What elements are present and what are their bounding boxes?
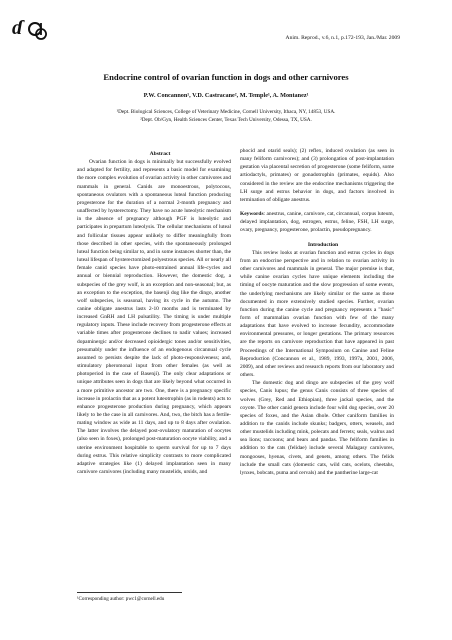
- affiliation-1: ¹Dept. Biological Sciences, College of Veterinary Medicine, Cornell University, Ithaca, NY, 14853, USA.: [116, 109, 336, 115]
- abstract-continuation: phocid and otarid seals); (2) reflex, induced ovulation (as seen in many feliform carnivores); and (3) prolongation of post-implantation gestation via placental secretion of progesterone (some feliform, some artiodactyls, primates) or gonadotrophin (primates, equids). Also considered in the review are the endocrine mechanisms triggering the LH surge and estrus behavior in dogs, and factors involved in termination of obligate anestrus.: [240, 148, 394, 203]
- keywords-label: Keywords: [240, 211, 264, 218]
- journal-logo: [11, 14, 53, 40]
- introduction-paragraph-2: The domestic dog and dingo are subspecies of the grey wolf species, Canis lupus; the genus Canis consists of three species of wolves (Grey, Red and Ethiopian), three jackal species, and the coyote. The other canid genera include four wild dog species, over 20 species of foxes, and the Asian dhole. Other caniform families in addition to the canids include skunks; badgers, otters, weasels, and other mustelids including mink, polecats and ferrets; seals, walrus and sea lions; raccoons; and bears and pandas. The feliform families in addition to the cats (felidae) include several Malagasy carnivores, mongooses, hyenas, civets, and genets, among others. The felids include the small cats (domestic cats, wild cats, ocelots, cheetahs, lynxes, bobcats, puma and cervals) and the pantherine large-cat: [240, 380, 394, 476]
- right-column: [240, 147, 394, 477]
- abstract-heading: Abstract: [149, 151, 171, 157]
- journal-reference: Anim. Reprod., v.6, n.1, p.172-193, Jan./Mar. 2009: [285, 35, 400, 41]
- footnote-divider: [77, 592, 182, 593]
- keywords: [240, 210, 394, 234]
- introduction-paragraph-1: This review looks at ovarian function and estrus cycles in dogs from an endocrine perspective and in relation to ovarian activity in other carnivores and mammals in general. The major premise is that, while canine ovarian cycles have unique elements including the timing of oocyte maturation and the slow progression of some events, the underlying mechanisms are likely similar or the same as those documented in more extensively studied species. Further, ovarian function during the canine cycle and pregnancy represents a "basic" form of mammalian ovarian function with few of the many adaptations that have evolved to increase fecundity, accommodate environmental pressures, or longer gestations. The primary resources are the reports on carnivore reproduction that have appeared in past Proceedings of the International Symposium on Canine and Feline Reproduction (Concannon et al., 1989, 1993, 1997a, 2001, 2006, 2009), and other reviews and research reports from our laboratory and others.: [240, 249, 394, 379]
- svg-text:ɗ: ɗ: [12, 17, 22, 39]
- keywords-text: : anestrus, canine, carnivore, cat, circannual, corpus luteum, delayed implantation, dog, estrogen, estrus, feline, FSH, LH surge, ovary, pregnancy, progesterone, prolactin, pseudopregnancy.: [240, 211, 394, 234]
- affiliation-2: ²Dept. Ob/Gyn, Health Sciences Center, Texas Tech University, Odessa, TX, USA.: [140, 117, 312, 123]
- corresponding-author-footnote: ¹Corresponding author: pwc1@cornell.edu: [77, 596, 165, 602]
- left-column: [77, 150, 231, 476]
- paper-title: Endocrine control of ovarian function in dogs and other carnivores: [103, 72, 349, 82]
- author-list: P.W. Concannon¹, V.D. Castracane², M. Temple¹, A. Montanez¹: [143, 92, 309, 99]
- introduction-heading: Introduction: [307, 241, 339, 248]
- abstract-text: Ovarian function in dogs is minimally but successfully evolved and adapted for fertility, and represents a basic model for examining the more complex evolution of ovarian activity in other carnivores and mammals in general. Canids are monoestrous, polytocous, spontaneous ovulators with a spontaneous luteal function producing progesterone for the duration of a normal 2-month pregnancy and unaffected by hysterectomy. They have no acute luteolytic mechanism in the absence of pregnancy although PGF is luteolytic and participates in prepartum luteolysis. The cellular mechanisms of luteal and follicular tissues appear unlikely to differ meaningfully from those described in other species, with the spontaneously prolonged luteal function being similar to, and in some instances shorter than, the luteal lifespan of hysterectomized polyestrous species. All or nearly all female canid species have photo-entrained annual life-cycles and annual or biennial reproduction. However, the domestic dog, a subspecies of the grey wolf, is an exception and non-seasonal; but, as an exception to the exception, the basenji dog like the dingo, another wolf subspecies, is seasonal, having its cycle in the autumn. The canine obligate anestrus lasts 2-10 months and is terminated by increased GnRH and LH pulsatility. The timing is under multiple regulatory inputs. These include recovery from progesterone effects at variable times after progesterone declines to nadir values; increased dopaminergic and/or decreased opioidergic tones and/or sensitivities, presumably under the influence of an endogenous circannual cycle assumed to persists despite the lack of photo-responsiveness; and, stimulatory pheromonal input from other females (as well as photoperiod in the case of Basenji). The only clear adaptations or unique attributes seen in dogs that are likely beyond what occurred in a more primitive ancestor are two. One, there is a pregnancy specific increase in prolactin that as a potent luteotrophin (as in rodents) acts to enhance progesterone production during pregnancy, which appears likely to be the case in all carnivores. And, two, the bitch has a fertile-mating window as wide as 11 days, and up to 8 days after ovulation. The latter involves the delayed post-ovulatory maturation of oocytes (also seen in foxes), prolonged post-maturation oocyte viability, and a uterine environment hospitable to sperm survival for up to 7 days during estrus. This relative simplicity contrasts to more complicated adaptive strategies like (1) delayed implantation seen in many carnivore carnivores (including many mustelids, ursids, and: [77, 159, 232, 476]
